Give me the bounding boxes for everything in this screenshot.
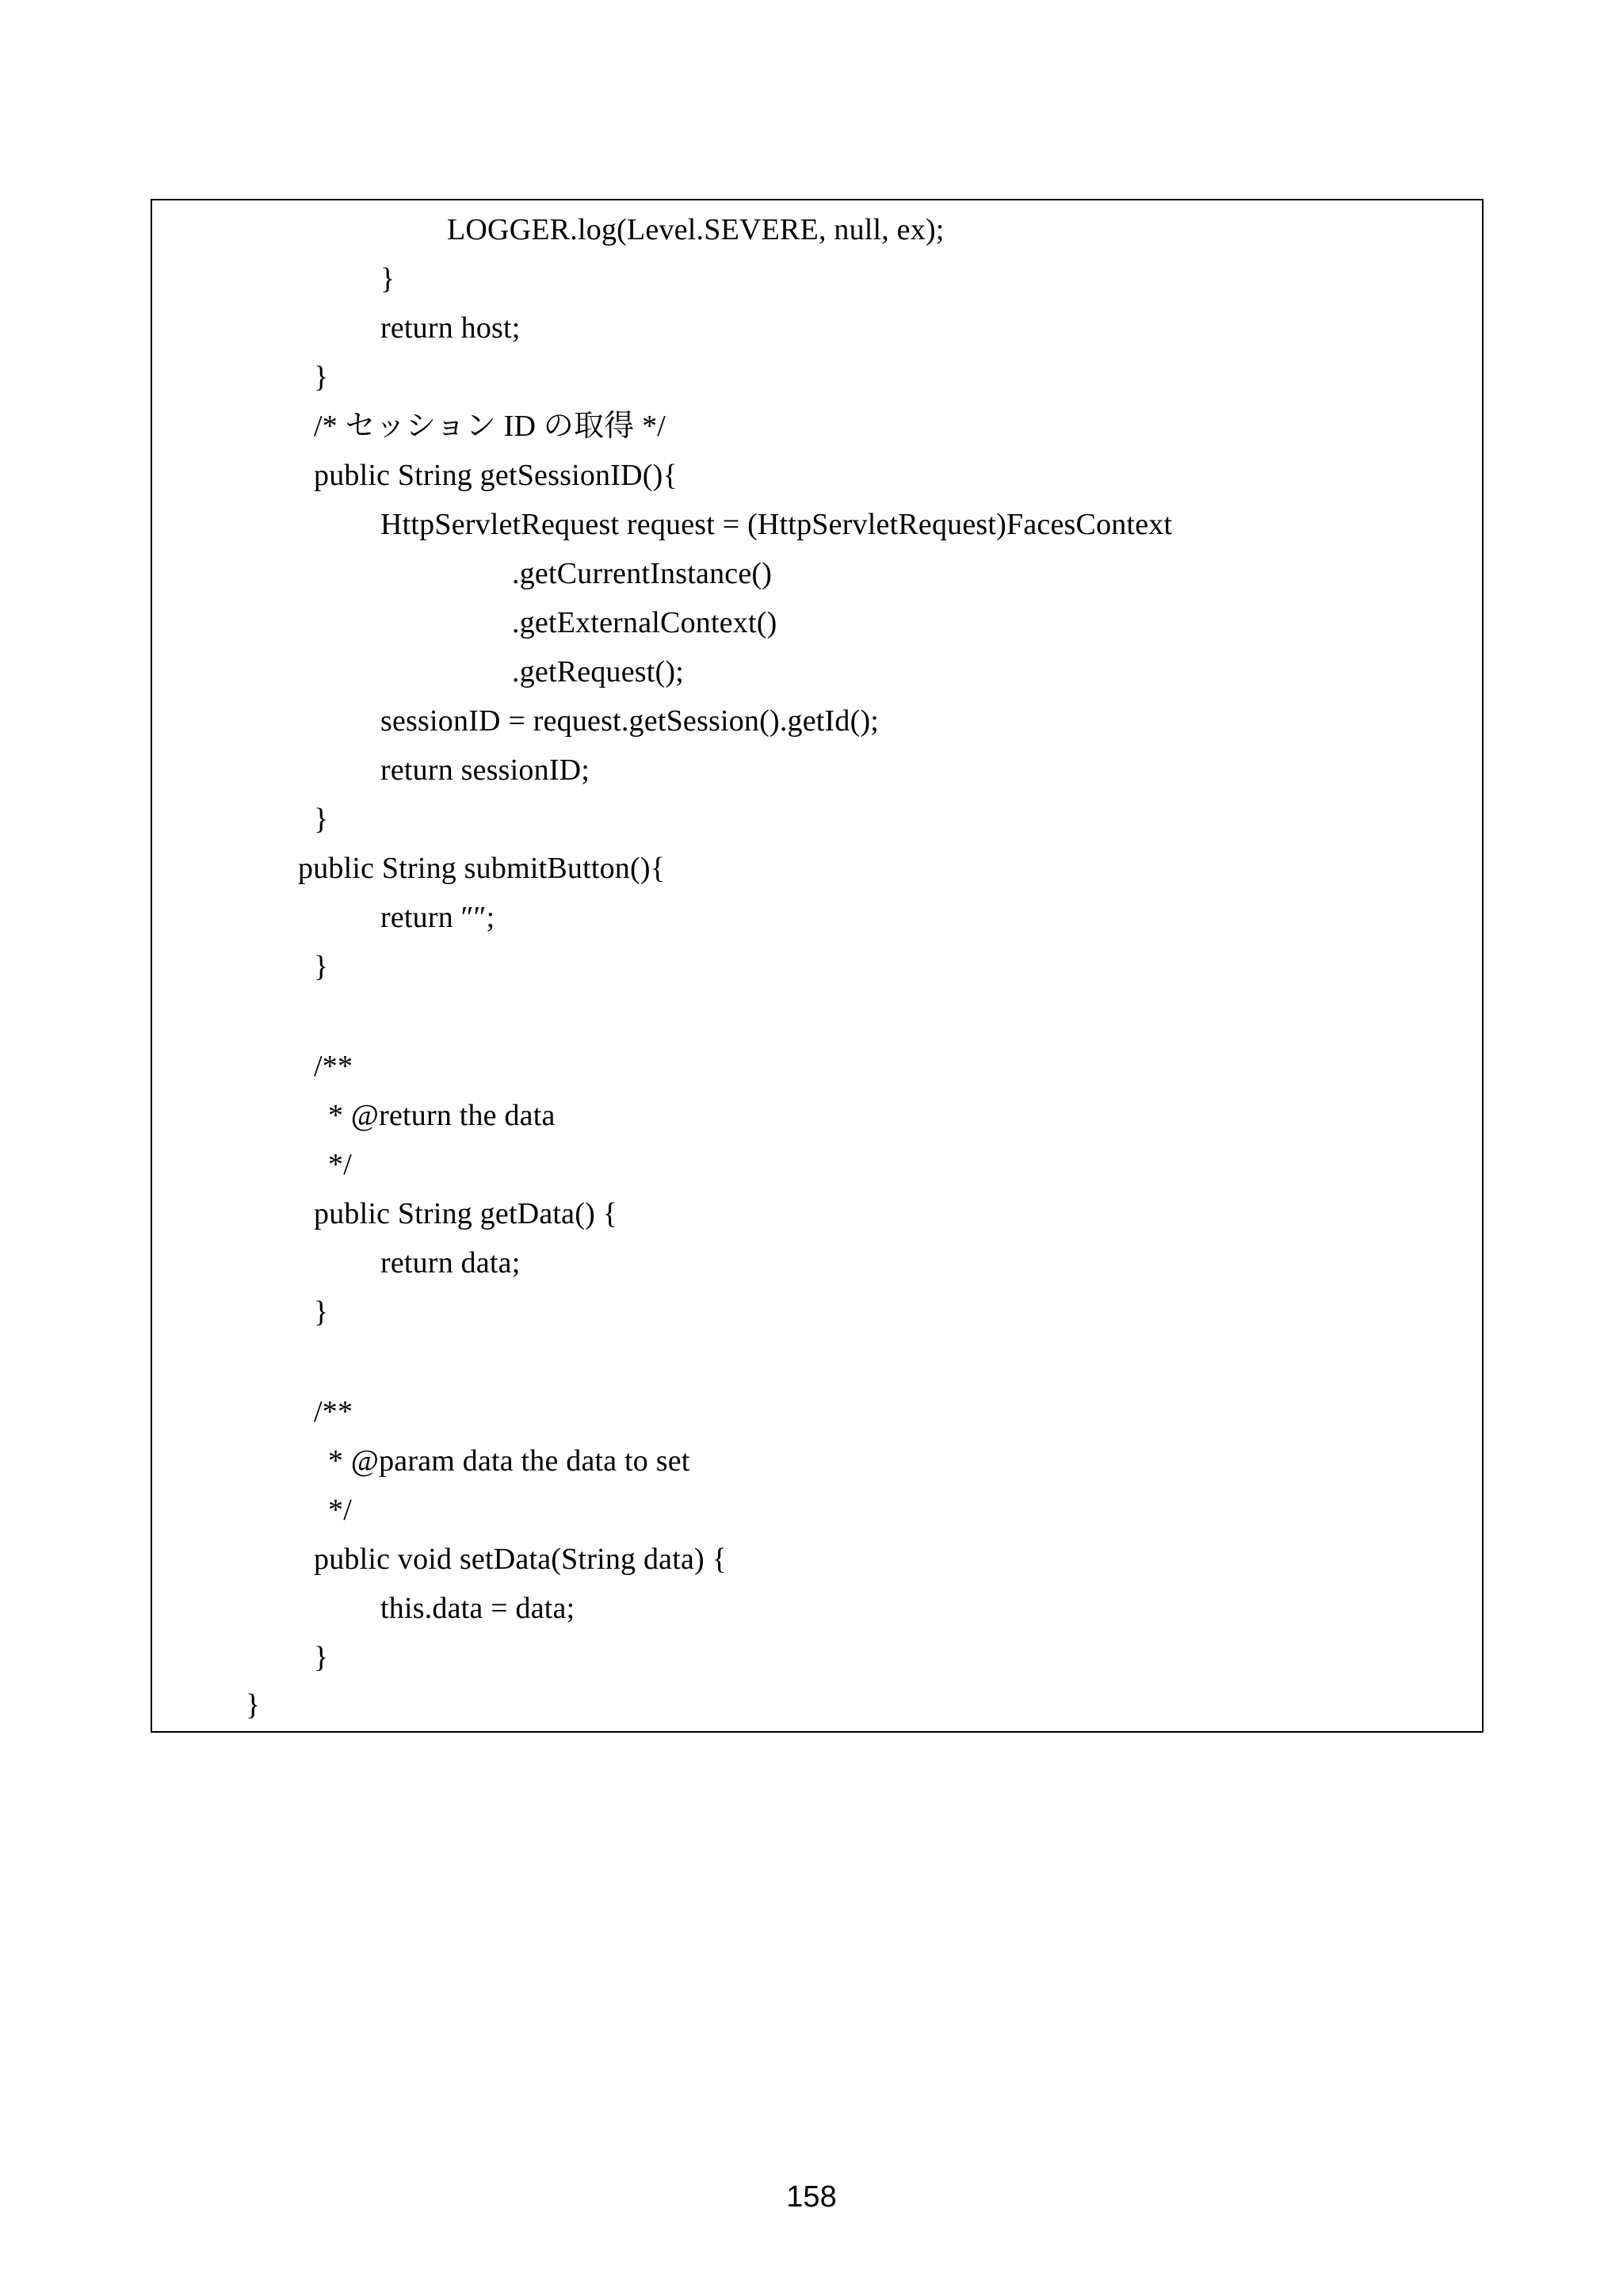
code-comment-line: * @return the data (328, 1099, 556, 1132)
code-line: public void setData(String data) { (314, 1543, 727, 1576)
code-listing (152, 200, 1482, 1731)
code-comment-line: */ (328, 1148, 352, 1181)
code-line: .getRequest(); (512, 655, 685, 688)
code-line: return ″″; (380, 901, 495, 934)
code-line: public String submitButton(){ (298, 852, 666, 885)
code-line: } (314, 1295, 329, 1329)
code-line: .getExternalContext() (512, 606, 777, 639)
code-line: } (314, 803, 329, 836)
code-line: public String getSessionID(){ (314, 459, 678, 492)
code-line: return data; (380, 1246, 521, 1280)
code-line: } (314, 360, 329, 394)
code-line: } (246, 1688, 261, 1722)
code-listing-box (151, 199, 1484, 1733)
code-line: HttpServletRequest request = (HttpServletRequest)FacesContext (380, 508, 1173, 541)
code-line: } (314, 950, 329, 983)
code-line: .getCurrentInstance() (512, 557, 773, 590)
code-line: LOGGER.log(Level.SEVERE, null, ex); (447, 213, 945, 246)
code-line: } (380, 262, 395, 296)
code-comment-line: /** (314, 1395, 353, 1428)
code-line: public String getData() { (314, 1197, 618, 1230)
code-comment-line: /** (314, 1050, 353, 1083)
code-line: sessionID = request.getSession().getId(); (380, 704, 880, 738)
code-line: return host; (380, 311, 521, 345)
page-number: 158 (786, 2180, 837, 2214)
code-comment-line: /* セッション ID の取得 */ (314, 410, 666, 443)
code-line: this.data = data; (380, 1592, 575, 1625)
code-line: } (314, 1641, 329, 1674)
code-comment-line: * @param data the data to set (328, 1444, 690, 1478)
code-line: return sessionID; (380, 753, 590, 787)
code-comment-line: */ (328, 1493, 352, 1527)
